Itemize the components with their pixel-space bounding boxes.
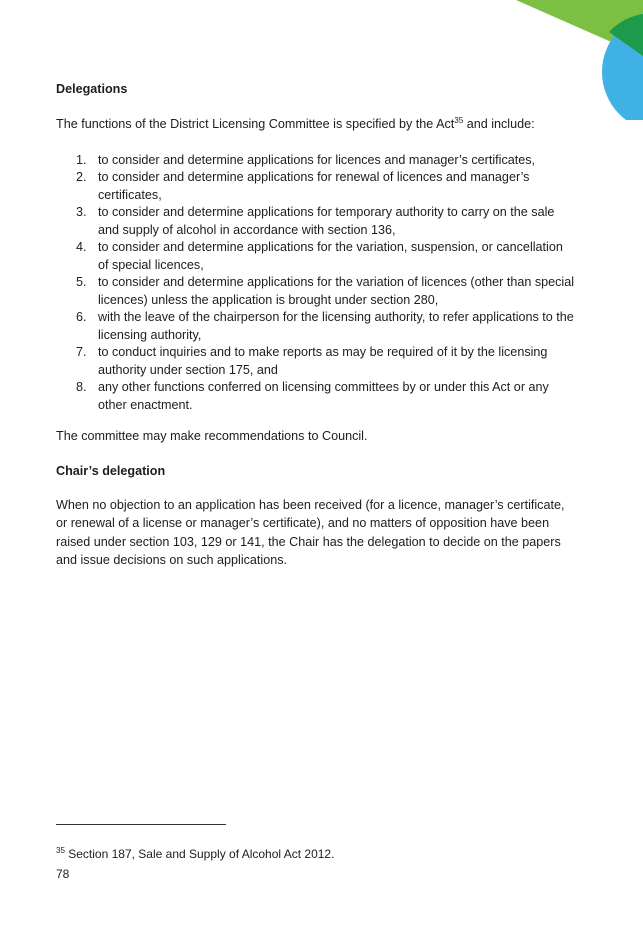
- footnote: [56, 846, 334, 862]
- document-body: [56, 80, 576, 570]
- list-item-text: to consider and determine applications for the variation of licences (other than special licences) unless the application is brought under section 280,: [98, 275, 575, 307]
- list-item-number: 6.: [76, 310, 87, 324]
- list-item-number: 2.: [76, 170, 87, 184]
- list-item-number: 4.: [76, 240, 87, 254]
- intro-text: The functions of the District Licensing Committee is specified by the Act: [56, 117, 455, 131]
- list-item: [56, 274, 576, 309]
- list-item-number: 8.: [76, 380, 87, 394]
- list-item: [56, 239, 576, 274]
- intro-paragraph: [56, 116, 576, 134]
- list-item: [56, 309, 576, 344]
- list-item: [56, 204, 576, 239]
- list-item: [56, 152, 576, 170]
- footnote-text: Section 187, Sale and Supply of Alcohol Act 2012.: [64, 847, 335, 861]
- list-item: [56, 344, 576, 379]
- list-item-text: any other functions conferred on licensing committees by or under this Act or any other enactment.: [98, 380, 549, 412]
- chair-delegation-heading: Chair’s delegation: [56, 463, 166, 478]
- footnote-reference[interactable]: 35: [454, 115, 464, 125]
- list-item-text: with the leave of the chairperson for the licensing authority, to refer applications to the licensing authority,: [98, 310, 574, 342]
- footnote-number: 35: [56, 846, 65, 855]
- dark-green-overlap-shape: [609, 14, 643, 56]
- committee-paragraph: The committee may make recommendations to Council.: [56, 429, 368, 443]
- functions-list: [56, 152, 576, 415]
- list-item: [56, 379, 576, 414]
- list-item-text: to conduct inquiries and to make reports as may be required of it by the licensing authority under section 175, and: [98, 345, 548, 377]
- footnote-divider: [56, 824, 226, 825]
- list-item: [56, 169, 576, 204]
- delegations-heading: Delegations: [56, 82, 128, 96]
- blue-circle-shape: [602, 12, 643, 120]
- green-stripe-shape: [516, 0, 643, 56]
- list-item-number: 3.: [76, 205, 87, 219]
- list-item-number: 7.: [76, 345, 87, 359]
- list-item-number: 5.: [76, 275, 87, 289]
- list-item-text: to consider and determine applications for the variation, suspension, or cancellation of special licences,: [98, 240, 563, 272]
- intro-text-end: and include:: [463, 117, 535, 131]
- list-item-text: to consider and determine applications for renewal of licences and manager’s certificates,: [98, 170, 530, 202]
- list-item-text: to consider and determine applications for temporary authority to carry on the sale and supply of alcohol in accordance with section 136,: [98, 205, 555, 237]
- list-item-text: to consider and determine applications for licences and manager’s certificates,: [98, 152, 536, 167]
- page-number: 78: [56, 867, 70, 881]
- list-item-number: 1.: [76, 152, 87, 167]
- chair-delegation-paragraph: When no objection to an application has been received (for a licence, manager’s certificate, or renewal of a license or manager’s certificate), and no matters of opposition have been raised under section 103, 129 or 141, the Chair has the delegation to decide on the papers and issue decisions on such applications.: [56, 497, 565, 567]
